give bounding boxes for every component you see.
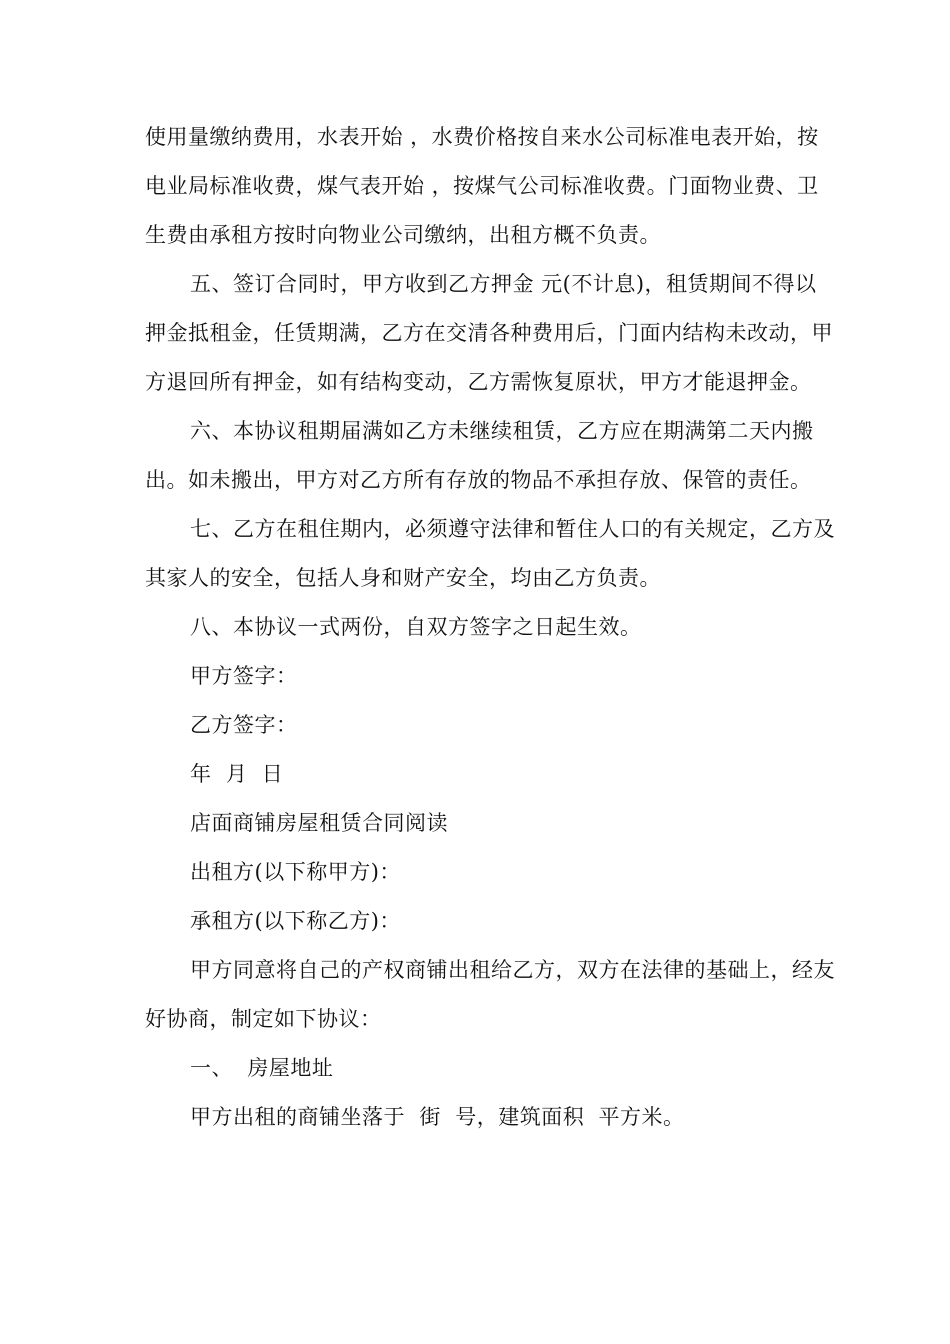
paragraph-property-location: 甲方出租的商铺坐落于 街 号，建筑面积 平方米。: [190, 1105, 685, 1129]
lessor-label: 出租方(以下称甲方)：: [190, 860, 401, 884]
second-contract-title: 店面商铺房屋租赁合同阅读: [190, 811, 448, 835]
party-b-signature-label: 乙方签字：: [190, 713, 298, 737]
paragraph-deposit-clause: 五、签订合同时，甲方收到乙方押金 元(不计息)，租赁期间不得以押金抵租金，任赁期满，乙方在交清各种费用后，门面内结构未改动，甲方退回所有押金，如有结构变动，乙方需恢复原状，甲方才能退押金。: [145, 272, 833, 394]
document-body: [145, 113, 835, 1142]
party-a-signature-label: 甲方签字：: [190, 664, 298, 688]
paragraph-copies-clause: 八、本协议一式两份，自双方签字之日起生效。: [190, 615, 642, 639]
paragraph-safety-clause: 七、乙方在租住期内，必须遵守法律和暂住人口的有关规定，乙方及其家人的安全，包括人身和财产安全，均由乙方负责。: [145, 517, 835, 590]
section-heading-property-address: 一、 房屋地址: [190, 1056, 334, 1080]
date-line: 年 月 日: [190, 762, 284, 786]
paragraph-agreement-intro: 甲方同意将自己的产权商铺出租给乙方，双方在法律的基础上，经友好协商，制定如下协议：: [145, 958, 835, 1031]
paragraph-lease-expiry-clause: 六、本协议租期届满如乙方未继续租赁，乙方应在期满第二天内搬出。如未搬出，甲方对乙方所有存放的物品不承担存放、保管的责任。: [145, 419, 814, 492]
paragraph-utilities-fees: 使用量缴纳费用，水表开始 ，水费价格按自来水公司标准电表开始，按电业局标准收费，煤气表开始 ，按煤气公司标准收费。门面物业费、卫生费由承租方按时向物业公司缴纳，出租方概不负责。: [145, 125, 819, 247]
lessee-label: 承租方(以下称乙方)：: [190, 909, 401, 933]
